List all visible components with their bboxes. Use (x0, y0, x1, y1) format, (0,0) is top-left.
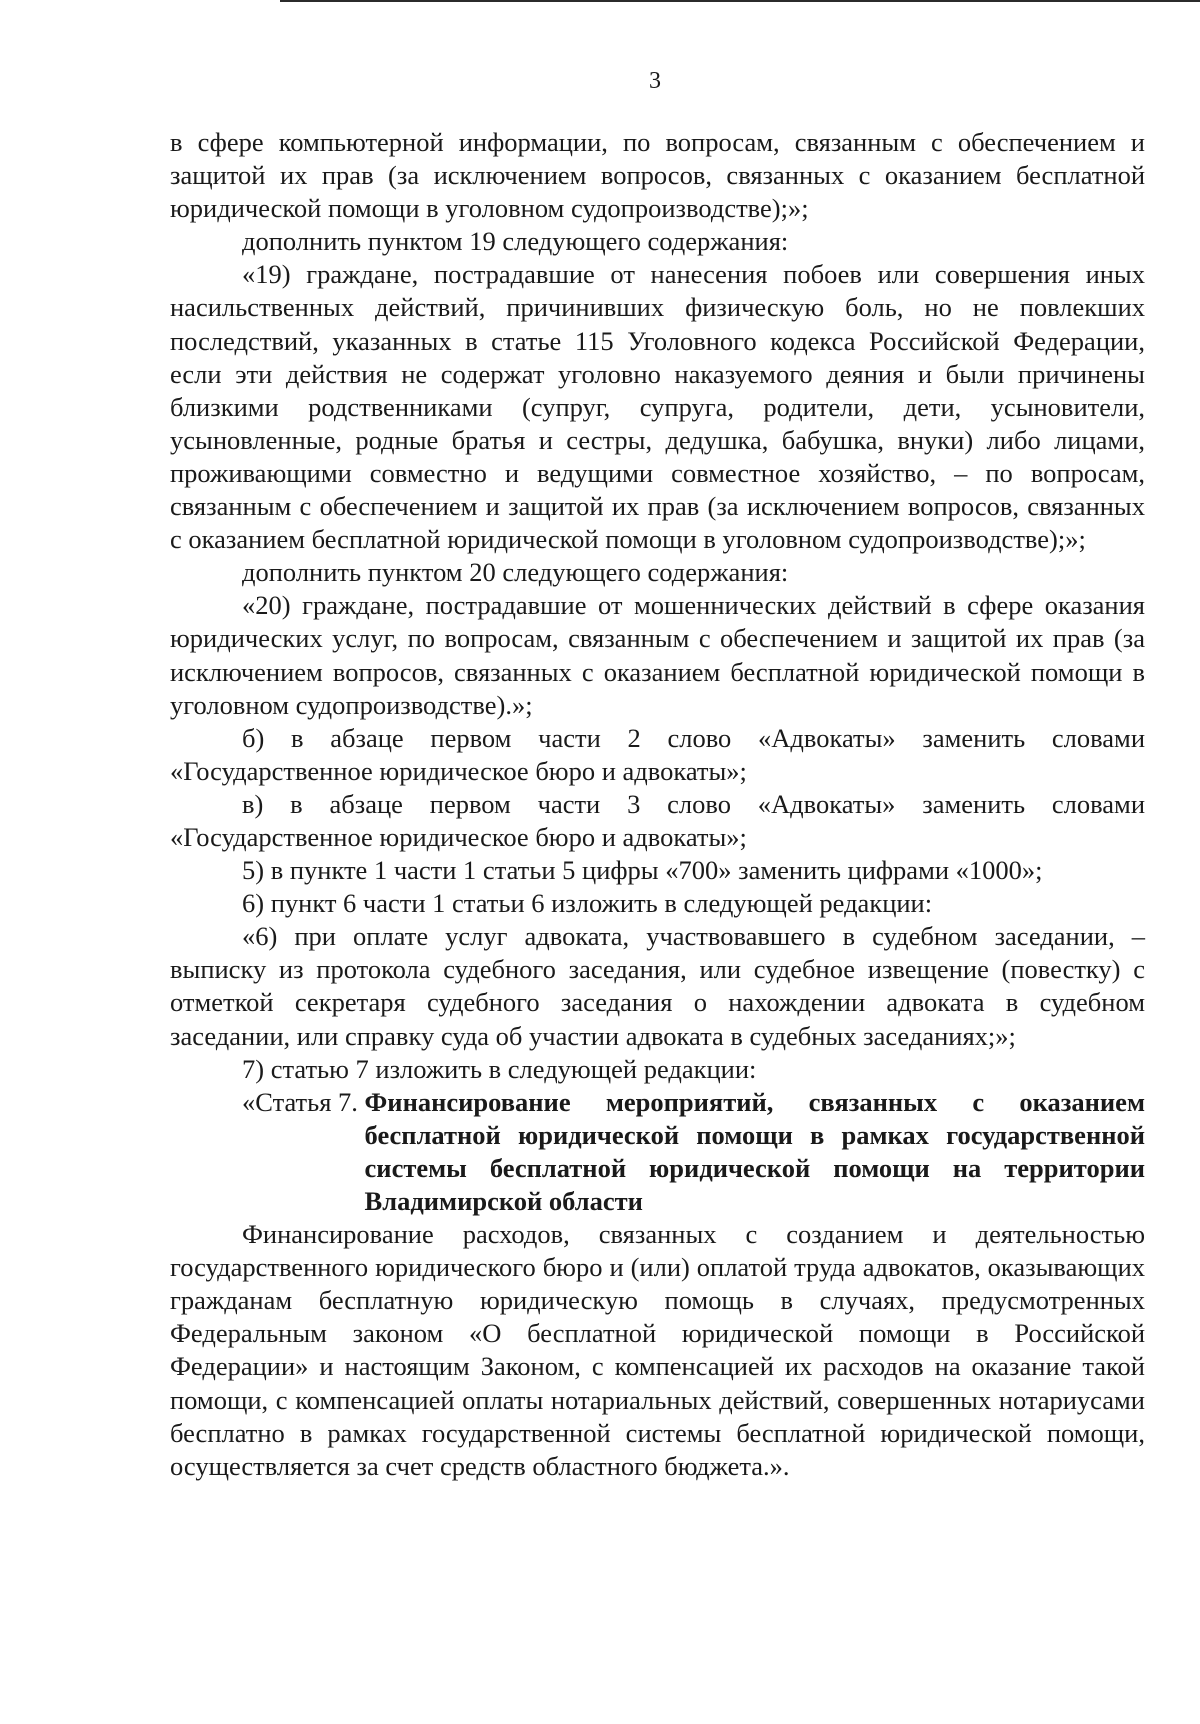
paragraph-article-7-body: Финансирование расходов, связанных с созданием и деятельностью государственного юридического бюро и (или) оплатой труда адвокатов, оказывающих гражданам бесплатную юридическую помощь в случаях, предусмотренных Федеральным законом «О бесплатной юридической помощи в Российской Федерации» и настоящим Законом, с компенсацией их расходов на оказание такой помощи, с компенсацией оплаты нотариальных действий, совершенных нотариусами бесплатно в рамках государственной системы бесплатной юридической помощи, осуществляется за счет средств областного бюджета.». (170, 1219, 1145, 1481)
paragraph-item-6-text: «6) при оплате услуг адвоката, участвовавшего в судебном заседании, – выписку из протокола судебного заседания, или судебное извещение (повестку) с отметкой секретаря судебного заседания о нахождении адвоката в судебном заседании, или справку суда об участии адвоката в судебных заседаниях;»; (170, 921, 1145, 1051)
top-edge-line (280, 0, 1200, 2)
article-title: Финансирование мероприятий, связанных с оказанием бесплатной юридической помощи в рамках государственной системы бесплатной юридической помощи на территории Владимирской области (364, 1086, 1145, 1216)
paragraph-item-6: 6) пункт 6 части 1 статьи 6 изложить в следующей редакции: (242, 888, 933, 919)
paragraph-add-item-19: дополнить пунктом 19 следующего содержания: (242, 226, 789, 257)
paragraph-continuation: в сфере компьютерной информации, по вопросам, связанным с обеспечением и защитой их прав (за исключением вопросов, связанных с оказанием бесплатной юридической помощи в уголовном судопроизводстве);»; (170, 127, 1145, 224)
paragraph-item-20: «20) граждане, пострадавшие от мошеннических действий в сфере оказания юридических услуг, по вопросам, связанным с обеспечением и защитой их прав (за исключением вопросов, связанных с оказанием бесплатной юридической помощи в уголовном судопроизводстве).»; (170, 590, 1145, 720)
paragraph-add-item-20: дополнить пунктом 20 следующего содержания: (242, 557, 789, 588)
document-body (170, 126, 1145, 1483)
paragraph-item-7: 7) статью 7 изложить в следующей редакции: (242, 1053, 757, 1084)
paragraph-item-5: 5) в пункте 1 части 1 статьи 5 цифры «700» заменить цифрами «1000»; (242, 855, 1043, 886)
paragraph-subitem-v: в) в абзаце первом части 3 слово «Адвокаты» заменить словами «Государственное юридическое бюро и адвокаты»; (170, 788, 1145, 852)
article-heading (170, 1086, 1145, 1218)
paragraph-item-19: «19) граждане, пострадавшие от нанесения побоев или совершения иных насильственных действий, причинивших физическую боль, но не повлекших последствий, указанных в статье 115 Уголовного кодекса Российской Федерации, если эти действия не содержат уголовно наказуемого деяния и были причинены близкими родственниками (супруг, супруга, родители, дети, усыновители, усыновленные, родные братья и сестры, дедушка, бабушка, внуки) либо лицами, проживающими совместно и ведущими совместное хозяйство, – по вопросам, связанным с обеспечением и защитой их прав (за исключением вопросов, связанных с оказанием бесплатной юридической помощи в уголовном судопроизводстве);»; (170, 259, 1145, 555)
page-number: 3 (649, 68, 661, 94)
paragraph-subitem-b: б) в абзаце первом части 2 слово «Адвокаты» заменить словами «Государственное юридическое бюро и адвокаты»; (170, 722, 1145, 786)
article-label: «Статья 7. (242, 1086, 365, 1117)
